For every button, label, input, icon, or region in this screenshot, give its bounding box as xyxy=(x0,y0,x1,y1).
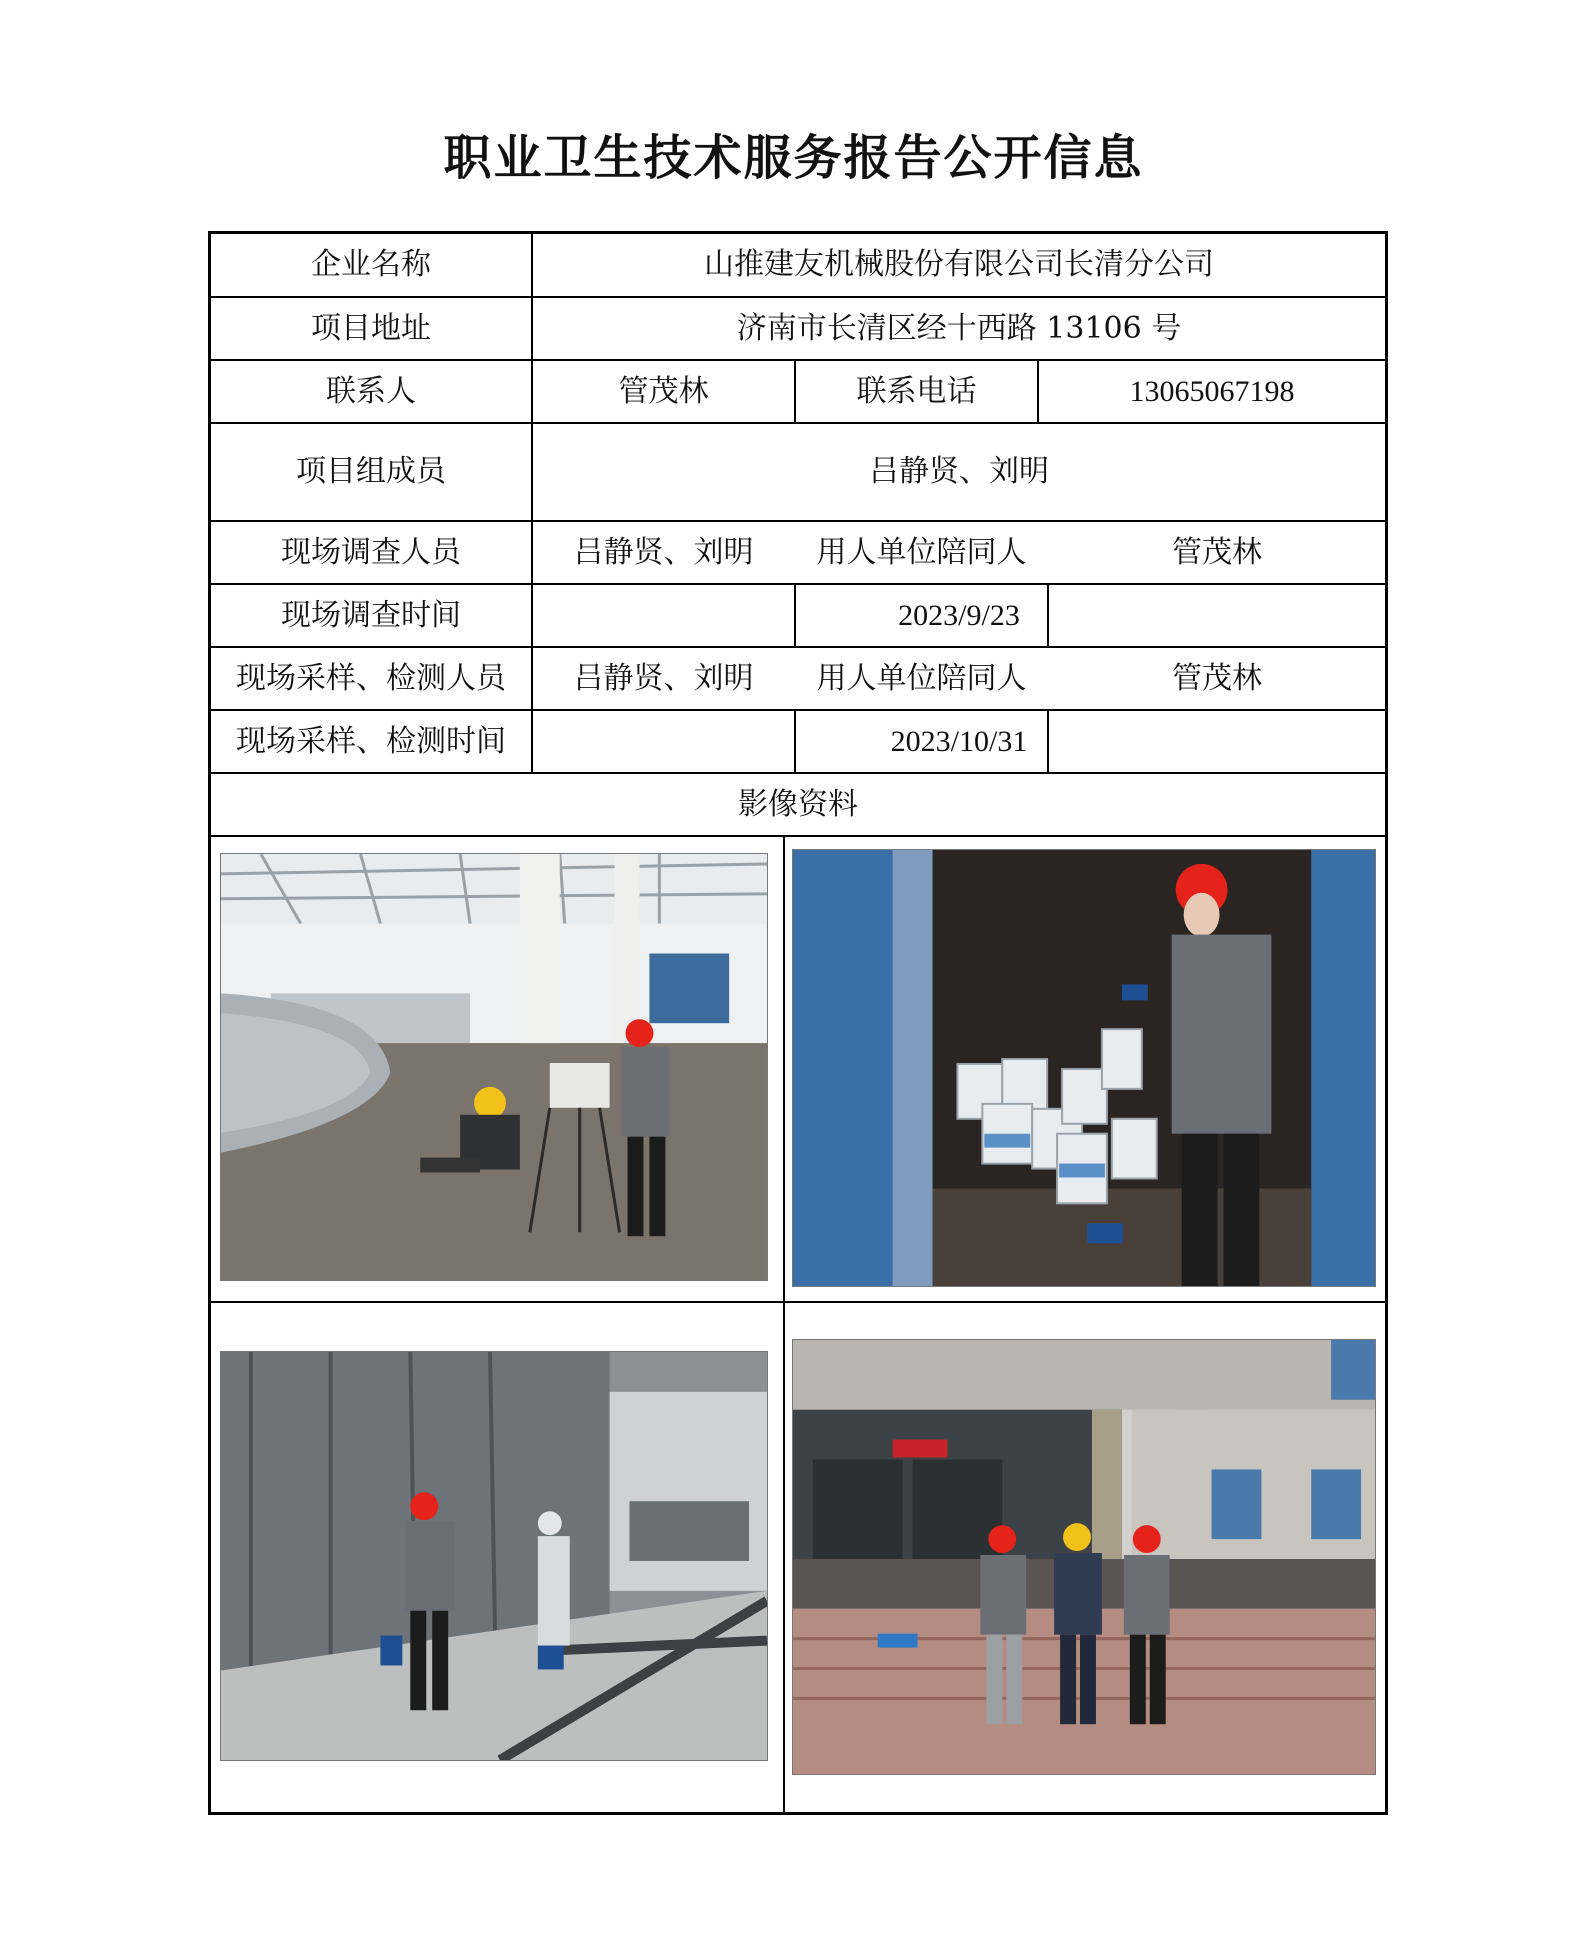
survey-time-label: 现场调查时间 xyxy=(281,597,461,633)
photo-spray-booth-measurement xyxy=(220,1351,768,1761)
team-label: 项目组成员 xyxy=(296,454,446,489)
address-label: 项目地址 xyxy=(311,310,431,346)
company-value: 山推建友机械股份有限公司长清分公司 xyxy=(704,247,1214,282)
phone-value: 13065067198 xyxy=(1129,374,1295,408)
survey-escort-value: 管茂林 xyxy=(1172,534,1262,570)
sampling-staff-value: 吕静贤、刘明 xyxy=(573,660,754,696)
photo-factory-noise-measurement xyxy=(220,853,768,1281)
page-title: 职业卫生技术服务报告公开信息 xyxy=(443,130,1144,186)
contact-value: 管茂林 xyxy=(618,373,709,409)
survey-staff-label: 现场调查人员 xyxy=(281,534,461,570)
company-label: 企业名称 xyxy=(311,247,431,282)
photo-group-entrance xyxy=(792,1339,1376,1775)
contact-label: 联系人 xyxy=(326,373,416,409)
column-divider xyxy=(783,835,785,1815)
images-label: 影像资料 xyxy=(738,786,858,822)
sampling-escort-value: 管茂林 xyxy=(1172,660,1262,696)
row-divider xyxy=(211,835,1385,837)
survey-staff-value: 吕静贤、刘明 xyxy=(573,534,754,570)
sampling-time-value: 2023/10/31 xyxy=(890,724,1028,758)
sampling-staff-label: 现场采样、检测人员 xyxy=(236,660,506,696)
sampling-time-label: 现场采样、检测时间 xyxy=(236,723,506,759)
survey-escort-label: 用人单位陪同人 xyxy=(816,534,1027,570)
address-value: 济南市长清区经十西路 13106 号 xyxy=(736,310,1182,346)
row-divider xyxy=(211,1301,1385,1303)
phone-label: 联系电话 xyxy=(856,373,977,409)
photo-paint-storage-detection xyxy=(792,849,1376,1287)
sampling-escort-label: 用人单位陪同人 xyxy=(816,660,1027,696)
survey-time-value: 2023/9/23 xyxy=(898,598,1020,632)
team-value: 吕静贤、刘明 xyxy=(869,454,1049,489)
